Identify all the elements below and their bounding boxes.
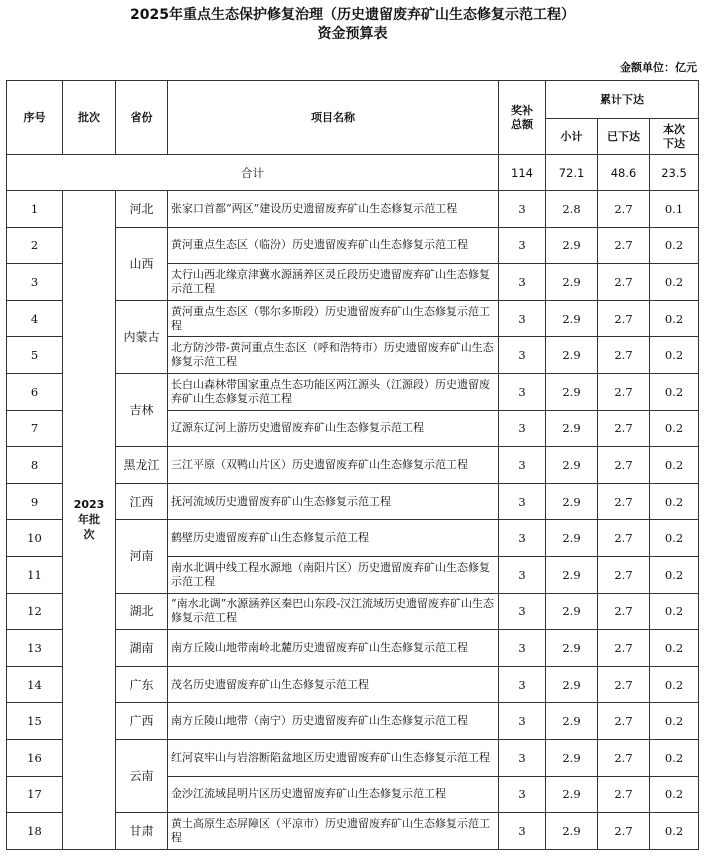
row-subtotal: 2.9 [546, 373, 598, 410]
row-project-name: 抚河流域历史遗留废弃矿山生态修复示范工程 [168, 483, 499, 520]
header-project-name: 项目名称 [168, 81, 499, 155]
header-issued: 已下达 [598, 119, 650, 155]
row-reward: 3 [499, 520, 546, 557]
row-project-name: 茂名历史遗留废弃矿山生态修复示范工程 [168, 666, 499, 703]
row-issued: 2.7 [598, 520, 650, 557]
header-current: 本次下达 [650, 119, 699, 155]
row-current: 0.2 [650, 520, 699, 557]
row-seq: 1 [7, 191, 63, 228]
row-issued: 2.7 [598, 630, 650, 667]
total-label: 合计 [7, 155, 499, 191]
row-province: 湖北 [116, 593, 168, 630]
row-province: 吉林 [116, 373, 168, 446]
row-reward: 3 [499, 593, 546, 630]
row-subtotal: 2.9 [546, 776, 598, 813]
row-province: 黑龙江 [116, 447, 168, 484]
row-reward: 3 [499, 556, 546, 593]
row-issued: 2.7 [598, 410, 650, 447]
row-current: 0.2 [650, 264, 699, 301]
table-row [7, 191, 699, 228]
row-province: 甘肃 [116, 813, 168, 850]
row-project-name: “南水北调”水源涵养区秦巴山东段-汉江流域历史遗留废弃矿山生态修复示范工程 [168, 593, 499, 630]
row-reward: 3 [499, 191, 546, 228]
row-seq: 8 [7, 447, 63, 484]
row-current: 0.2 [650, 483, 699, 520]
row-project-name: 三江平原（双鸭山片区）历史遗留废弃矿山生态修复示范工程 [168, 447, 499, 484]
row-seq: 6 [7, 373, 63, 410]
row-project-name: 长白山森林带国家重点生态功能区两江源头（江源段）历史遗留废弃矿山生态修复示范工程 [168, 373, 499, 410]
header-batch: 批次 [63, 81, 116, 155]
row-project-name: 红河哀牢山与岩溶断陷盆地区历史遗留废弃矿山生态修复示范工程 [168, 739, 499, 776]
row-current: 0.2 [650, 300, 699, 337]
row-subtotal: 2.9 [546, 630, 598, 667]
row-seq: 13 [7, 630, 63, 667]
row-project-name: 金沙江流域昆明片区历史遗留废弃矿山生态修复示范工程 [168, 776, 499, 813]
header-subtotal: 小计 [546, 119, 598, 155]
row-seq: 12 [7, 593, 63, 630]
row-issued: 2.7 [598, 227, 650, 264]
row-reward: 3 [499, 630, 546, 667]
row-issued: 2.7 [598, 373, 650, 410]
budget-table [6, 80, 699, 850]
row-issued: 2.7 [598, 666, 650, 703]
row-project-name: 太行山西北缘京津冀水源涵养区灵丘段历史遗留废弃矿山生态修复示范工程 [168, 264, 499, 301]
row-reward: 3 [499, 776, 546, 813]
row-subtotal: 2.9 [546, 703, 598, 740]
row-province: 云南 [116, 739, 168, 812]
batch-label: 2023年批次 [63, 191, 116, 850]
row-province: 江西 [116, 483, 168, 520]
header-reward-total: 奖补总额 [499, 81, 546, 155]
row-subtotal: 2.9 [546, 337, 598, 374]
row-current: 0.2 [650, 666, 699, 703]
row-reward: 3 [499, 703, 546, 740]
row-project-name: 北方防沙带-黄河重点生态区（呼和浩特市）历史遗留废弃矿山生态修复示范工程 [168, 337, 499, 374]
row-reward: 3 [499, 337, 546, 374]
row-reward: 3 [499, 264, 546, 301]
row-current: 0.1 [650, 191, 699, 228]
row-subtotal: 2.9 [546, 227, 598, 264]
row-seq: 15 [7, 703, 63, 740]
row-project-name: 黄河重点生态区（鄂尔多斯段）历史遗留废弃矿山生态修复示范工程 [168, 300, 499, 337]
row-current: 0.2 [650, 593, 699, 630]
row-issued: 2.7 [598, 483, 650, 520]
row-issued: 2.7 [598, 556, 650, 593]
row-seq: 7 [7, 410, 63, 447]
row-province: 广东 [116, 666, 168, 703]
header-seq: 序号 [7, 81, 63, 155]
row-subtotal: 2.9 [546, 556, 598, 593]
row-province: 河南 [116, 520, 168, 593]
row-reward: 3 [499, 666, 546, 703]
row-subtotal: 2.9 [546, 300, 598, 337]
row-seq: 14 [7, 666, 63, 703]
row-seq: 9 [7, 483, 63, 520]
row-current: 0.2 [650, 227, 699, 264]
row-current: 0.2 [650, 337, 699, 374]
row-reward: 3 [499, 373, 546, 410]
row-seq: 3 [7, 264, 63, 301]
row-province: 内蒙古 [116, 300, 168, 373]
row-issued: 2.7 [598, 447, 650, 484]
row-project-name: 黄河重点生态区（临汾）历史遗留废弃矿山生态修复示范工程 [168, 227, 499, 264]
row-reward: 3 [499, 739, 546, 776]
row-seq: 10 [7, 520, 63, 557]
row-subtotal: 2.9 [546, 739, 598, 776]
total-reward: 114 [499, 155, 546, 191]
total-subtotal: 72.1 [546, 155, 598, 191]
row-issued: 2.7 [598, 191, 650, 228]
row-seq: 4 [7, 300, 63, 337]
row-current: 0.2 [650, 739, 699, 776]
row-reward: 3 [499, 410, 546, 447]
row-subtotal: 2.9 [546, 410, 598, 447]
row-seq: 18 [7, 813, 63, 850]
row-issued: 2.7 [598, 593, 650, 630]
row-reward: 3 [499, 483, 546, 520]
row-reward: 3 [499, 227, 546, 264]
row-project-name: 黄土高原生态屏障区（平凉市）历史遗留废弃矿山生态修复示范工程 [168, 813, 499, 850]
row-project-name: 南水北调中线工程水源地（南阳片区）历史遗留废弃矿山生态修复示范工程 [168, 556, 499, 593]
row-reward: 3 [499, 813, 546, 850]
row-current: 0.2 [650, 410, 699, 447]
row-project-name: 南方丘陵山地带南岭北麓历史遗留废弃矿山生态修复示范工程 [168, 630, 499, 667]
row-subtotal: 2.9 [546, 813, 598, 850]
row-project-name: 张家口首都“两区”建设历史遗留废弃矿山生态修复示范工程 [168, 191, 499, 228]
header-province: 省份 [116, 81, 168, 155]
row-issued: 2.7 [598, 300, 650, 337]
row-seq: 11 [7, 556, 63, 593]
row-seq: 5 [7, 337, 63, 374]
row-current: 0.2 [650, 813, 699, 850]
row-province: 广西 [116, 703, 168, 740]
row-project-name: 鹤壁历史遗留废弃矿山生态修复示范工程 [168, 520, 499, 557]
row-current: 0.2 [650, 373, 699, 410]
row-seq: 16 [7, 739, 63, 776]
row-issued: 2.7 [598, 739, 650, 776]
row-province: 河北 [116, 191, 168, 228]
row-issued: 2.7 [598, 776, 650, 813]
row-current: 0.2 [650, 556, 699, 593]
row-province: 湖南 [116, 630, 168, 667]
row-subtotal: 2.9 [546, 666, 598, 703]
row-current: 0.2 [650, 703, 699, 740]
row-seq: 17 [7, 776, 63, 813]
row-subtotal: 2.9 [546, 520, 598, 557]
row-current: 0.2 [650, 447, 699, 484]
row-issued: 2.7 [598, 703, 650, 740]
document-title: 2025年重点生态保护修复治理（历史遗留废弃矿山生态修复示范工程） [130, 7, 575, 23]
total-issued: 48.6 [598, 155, 650, 191]
row-reward: 3 [499, 447, 546, 484]
header-cumulative: 累计下达 [546, 81, 699, 119]
row-subtotal: 2.9 [546, 264, 598, 301]
row-issued: 2.7 [598, 264, 650, 301]
row-reward: 3 [499, 300, 546, 337]
document-subtitle: 资金预算表 [317, 26, 388, 42]
currency-unit-note: 金额单位：亿元 [620, 61, 697, 74]
total-row [7, 155, 699, 191]
row-project-name: 南方丘陵山地带（南宁）历史遗留废弃矿山生态修复示范工程 [168, 703, 499, 740]
row-current: 0.2 [650, 630, 699, 667]
row-subtotal: 2.9 [546, 593, 598, 630]
row-current: 0.2 [650, 776, 699, 813]
total-current: 23.5 [650, 155, 699, 191]
row-project-name: 辽源东辽河上游历史遗留废弃矿山生态修复示范工程 [168, 410, 499, 447]
row-subtotal: 2.8 [546, 191, 598, 228]
row-subtotal: 2.9 [546, 447, 598, 484]
row-issued: 2.7 [598, 337, 650, 374]
row-seq: 2 [7, 227, 63, 264]
row-subtotal: 2.9 [546, 483, 598, 520]
row-province: 山西 [116, 227, 168, 300]
row-issued: 2.7 [598, 813, 650, 850]
